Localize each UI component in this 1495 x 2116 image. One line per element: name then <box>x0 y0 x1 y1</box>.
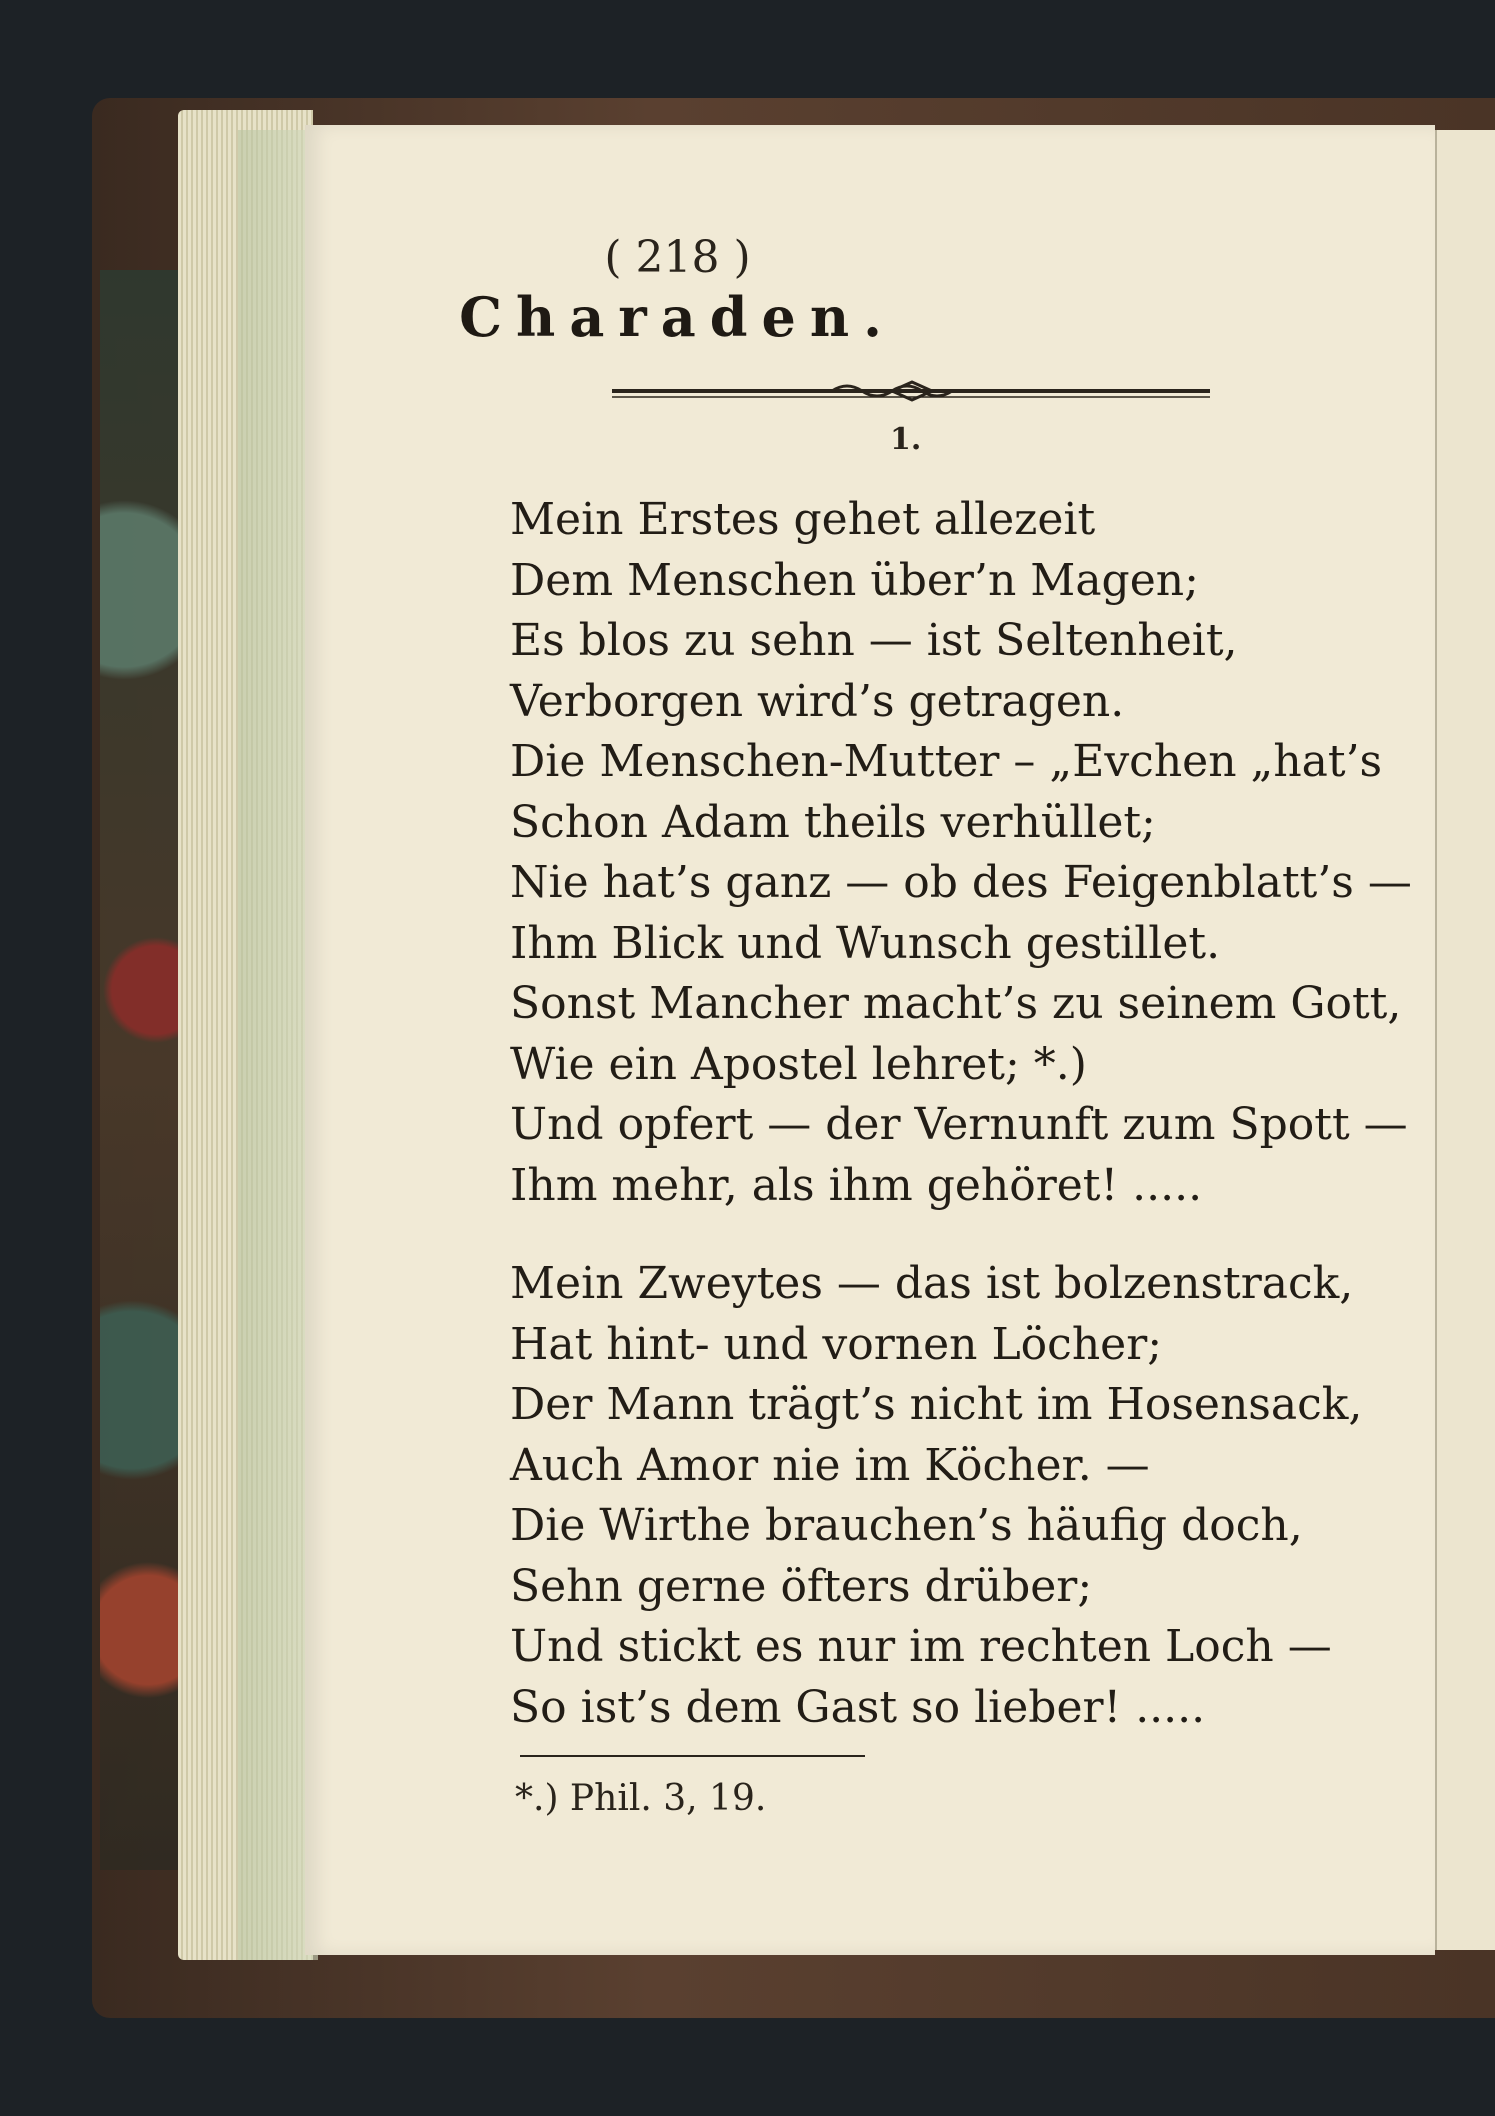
verse-line: Nie hat’s ganz — ob des Feigenblatt’s — <box>510 857 1412 908</box>
facing-page <box>1435 130 1495 1950</box>
stanza-2 <box>510 1254 1363 1738</box>
verse-line: Hat hint- und vornen Löcher; <box>510 1318 1163 1370</box>
title-ornament <box>612 378 1210 404</box>
verse-line: Die Menschen-Mutter – „Evchen „hat’s <box>510 736 1383 787</box>
verse-line: Mein Zweytes — das ist bolzenstrack, <box>510 1258 1354 1309</box>
verse-line: Verborgen wird’s getragen. <box>510 675 1125 727</box>
verse-line: Sehn gerne öfters drüber; <box>510 1560 1093 1612</box>
marbled-cover-edge <box>100 270 180 1870</box>
verse-line: Der Mann trägt’s nicht im Hosensack, <box>510 1379 1363 1430</box>
verse-line: Mein Erstes gehet allezeit <box>510 494 1096 545</box>
verse-line: Es blos zu sehn — ist Seltenheit, <box>510 615 1238 666</box>
page-number: ( 218 ) <box>604 232 751 283</box>
charade-number: 1. <box>890 422 922 457</box>
page-title: Charaden. <box>459 285 896 349</box>
verse-line: Die Wirthe brauchen’s häufig doch, <box>510 1500 1303 1551</box>
verse-line: Und stickt es nur im rechten Loch — <box>510 1621 1332 1672</box>
footnote: *.) Phil. 3, 19. <box>515 1778 767 1819</box>
verse-line: Ihm mehr, als ihm gehöret! ..... <box>510 1159 1203 1211</box>
verse-line: Auch Amor nie im Köcher. — <box>510 1439 1150 1491</box>
verse-line: Und opfert — der Vernunft zum Spott — <box>510 1099 1408 1150</box>
stanza-1 <box>510 490 1412 1216</box>
verse-line: Wie ein Apostel lehret; *.) <box>510 1038 1087 1090</box>
verse-line: Ihm Blick und Wunsch gestillet. <box>510 917 1221 969</box>
footnote-rule <box>520 1755 865 1757</box>
verse-line: Schon Adam theils verhüllet; <box>510 796 1156 848</box>
verse-line: So ist’s dem Gast so lieber! ..... <box>510 1681 1206 1733</box>
verse-line: Dem Menschen über’n Magen; <box>510 554 1199 606</box>
verse-line: Sonst Mancher macht’s zu seinem Gott, <box>510 978 1402 1029</box>
